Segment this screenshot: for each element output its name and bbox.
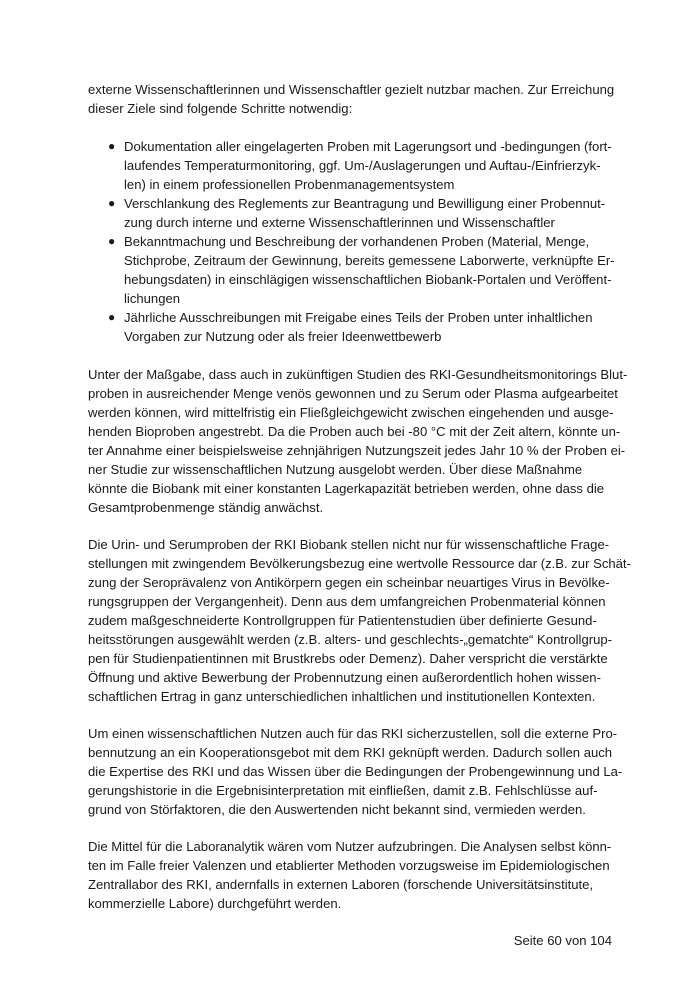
steps-bullet-list — [88, 137, 618, 346]
bullet-icon: ● — [108, 234, 116, 248]
bullet-icon: ● — [108, 139, 116, 153]
text-line: proben in ausreichender Menge venös gewonnen und zu Serum oder Plasma aufgearbeitet — [88, 386, 618, 401]
text-line: Unter der Maßgabe, dass auch in zukünftigen Studien des RKI-Gesundheitsmonitorings Blut- — [88, 367, 628, 382]
text-line: henden Bioproben angestrebt. Da die Proben auch bei -80 °C mit der Zeit altern, könnte un- — [88, 424, 621, 439]
text-line: laufendes Temperaturmonitoring, ggf. Um-/Auslagerungen und Auftau-/Einfrierzyk- — [124, 158, 601, 173]
intro-paragraph — [88, 80, 618, 118]
text-line: ten im Falle freier Valenzen und etablierter Methoden vorzugsweise im Epidemiologischen — [88, 858, 610, 873]
text-line: werden können, wird mittelfristig ein Fließgleichgewicht zwischen eingehenden und ausge- — [88, 405, 614, 420]
text-line: Vorgaben zur Nutzung oder als freier Ideenwettbewerb — [124, 329, 442, 344]
text-line: die Expertise des RKI und das Wissen über die Bedingungen der Probengewinnung und La- — [88, 764, 623, 779]
text-line: len) in einem professionellen Probenmanagementsystem — [124, 177, 455, 192]
paragraph-cooperation — [88, 724, 623, 819]
text-line: zung der Seroprävalenz von Antikörpern gegen ein scheinbar neuartiges Virus in Bevölke- — [88, 575, 610, 590]
text-line: stellungen mit zwingendem Bevölkerungsbezug eine wertvolle Ressource dar (z.B. zur Schät- — [88, 556, 631, 571]
text-line: Bekanntmachung und Beschreibung der vorhandenen Proben (Material, Menge, — [124, 234, 590, 249]
document-page — [88, 80, 631, 931]
bullet-item-calls — [88, 308, 618, 346]
text-line: schaftlichen Ertrag in ganz unterschiedlichen inhaltlichen und institutionellen Kontexten. — [88, 689, 596, 704]
text-line: dieser Ziele sind folgende Schritte notwendig: — [88, 101, 353, 116]
text-line: lichungen — [124, 291, 181, 306]
paragraph-sample-value — [88, 535, 631, 706]
text-line: pen für Studienpatientinnen mit Brustkrebs oder Demenz). Daher verspricht die verstärkte — [88, 651, 608, 666]
text-line: externe Wissenschaftlerinnen und Wissenschaftler gezielt nutzbar machen. Zur Erreichung — [88, 82, 615, 97]
text-line: Die Mittel für die Laboranalytik wären vom Nutzer aufzubringen. Die Analysen selbst könn- — [88, 839, 612, 854]
paragraph-lab-funding — [88, 837, 618, 913]
text-line: Um einen wissenschaftlichen Nutzen auch für das RKI sicherzustellen, soll die externe Pro- — [88, 726, 618, 741]
text-line: Verschlankung des Reglements zur Beantragung und Bewilligung einer Probennut- — [124, 196, 606, 211]
text-line: Öffnung und aktive Bewerbung der Probennutzung einen außerordentlich hohen wissen- — [88, 670, 601, 685]
text-line: Stichprobe, Zeitraum der Gewinnung, bereits gemessene Laborwerte, verknüpfte Er- — [124, 253, 615, 268]
bullet-icon: ● — [108, 310, 116, 324]
text-line: gerungshistorie in die Ergebnisinterpretation mit einfließen, damit z.B. Fehlschlüsse auf- — [88, 783, 598, 798]
text-line: könnte die Biobank mit einer konstanten Lagerkapazität betrieben werden, ohne dass die — [88, 481, 605, 496]
text-line: ner Studie zur wissenschaftlichen Nutzung ausgelobt werden. Über diese Maßnahme — [88, 462, 583, 477]
text-line: kommerzielle Labore) durchgeführt werden. — [88, 896, 342, 911]
text-line: zudem maßgeschneiderte Kontrollgruppen für Patientenstudien über definierte Gesund- — [88, 613, 597, 628]
text-line: bennutzung an ein Kooperationsgebot mit dem RKI geknüpft werden. Dadurch sollen auch — [88, 745, 613, 760]
text-line: Die Urin- und Serumproben der RKI Biobank stellen nicht nur für wissenschaftliche Frage- — [88, 537, 610, 552]
text-line: Gesamtprobenmenge ständig anwächst. — [88, 500, 324, 515]
text-line: grund von Störfaktoren, die den Auswertenden nicht bekannt sind, vermieden werden. — [88, 802, 586, 817]
text-line: hebungsdaten) in einschlägigen wissenschaftlichen Biobank-Portalen und Veröffent- — [124, 272, 612, 287]
text-line: Zentrallabor des RKI, andernfalls in externen Laboren (forschende Universitätsinstitute, — [88, 877, 594, 892]
bullet-item-announcement — [88, 232, 618, 308]
text-line: ter Annahme einer beispielsweise zehnjährigen Nutzungszeit jedes Jahr 10 % der Proben ei- — [88, 443, 626, 458]
bullet-item-documentation — [88, 137, 618, 194]
bullet-icon: ● — [108, 196, 116, 210]
paragraph-equilibrium — [88, 365, 628, 517]
text-line: Jährliche Ausschreibungen mit Freigabe eines Teils der Proben unter inhaltlichen — [124, 310, 593, 325]
text-line: Dokumentation aller eingelagerten Proben mit Lagerungsort und -bedingungen (fort- — [124, 139, 612, 154]
text-line: heitsstörungen ausgewählt werden (z.B. alters- und geschlechts-„gematchte“ Kontrollgrup- — [88, 632, 613, 647]
page-number: Seite 60 von 104 — [513, 933, 612, 948]
text-line: rungsgruppen der Vergangenheit). Denn aus dem umfangreichen Probenmaterial können — [88, 594, 606, 609]
text-line: zung durch interne und externe Wissenschaftlerinnen und Wissenschaftler — [124, 215, 555, 230]
bullet-item-regulation — [88, 194, 618, 232]
